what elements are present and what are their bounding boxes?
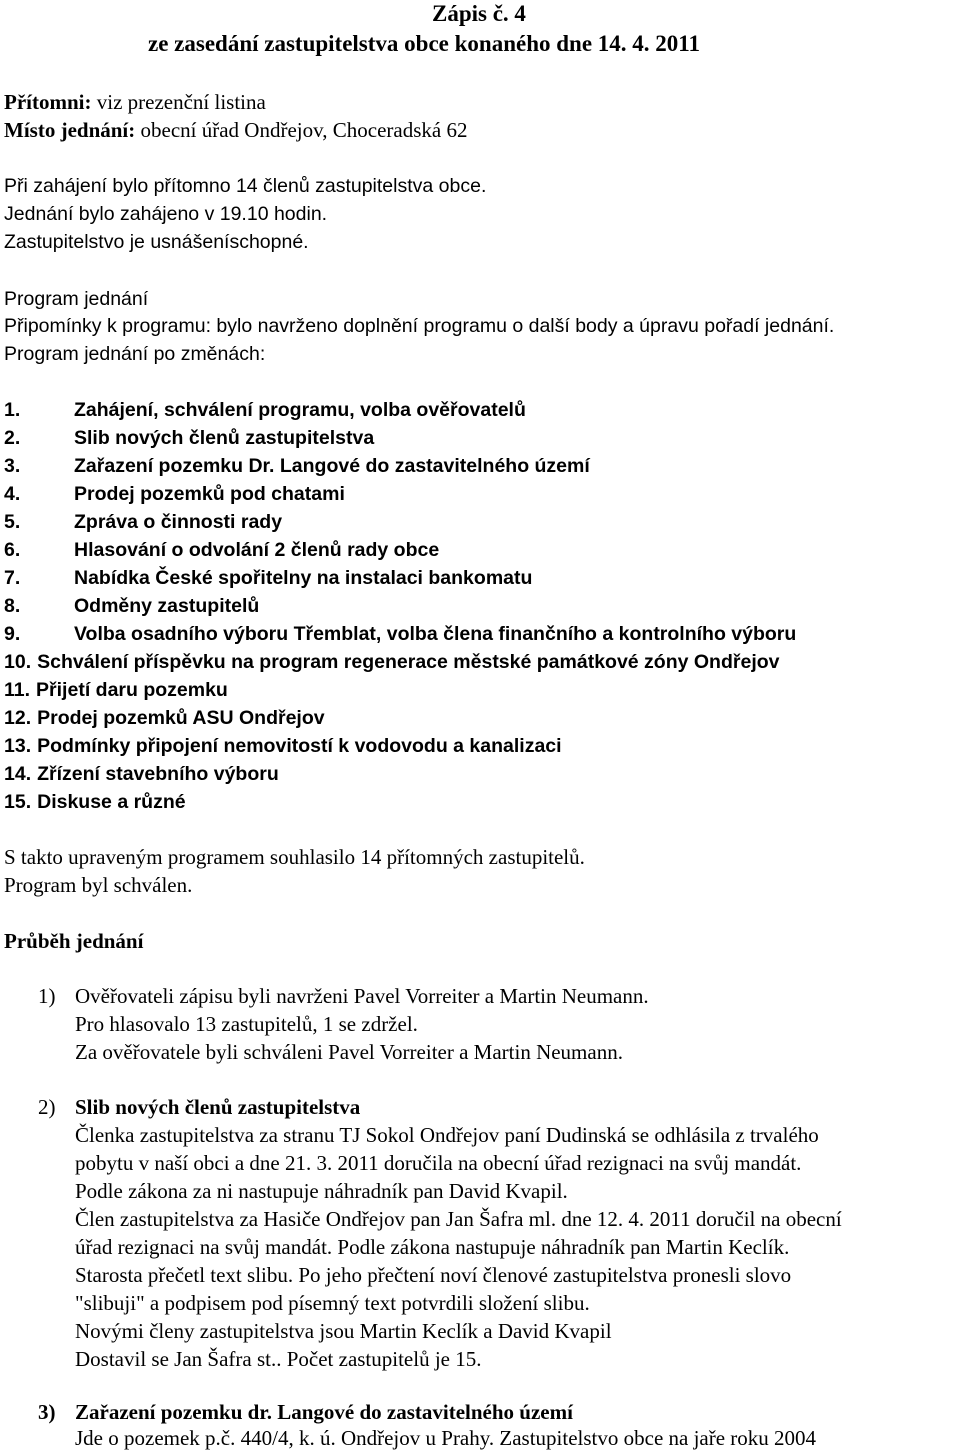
program-approval-line-2: Program byl schválen. xyxy=(4,873,193,897)
program-item-text: Nabídka České spořitelny na instalaci bankomatu xyxy=(74,567,533,589)
program-item-text: Schválení příspěvku na program regenerace městské památkové zóny Ondřejov xyxy=(37,651,780,673)
program-item-text: Slib nových členů zastupitelstva xyxy=(74,427,375,449)
program-item-number: 8. xyxy=(4,595,21,617)
program-item xyxy=(4,760,279,788)
step-2-text-line: úřad rezignaci na svůj mandát. Podle zákona nastupuje náhradník pan Martin Keclík. xyxy=(75,1235,790,1259)
place-value: obecní úřad Ondřejov, Choceradská 62 xyxy=(135,118,468,142)
program-item-text: Prodej pozemků pod chatami xyxy=(74,483,345,505)
program-item xyxy=(4,452,590,480)
program-item-text: Přijetí daru pozemku xyxy=(36,679,228,701)
program-item xyxy=(4,508,282,536)
opening-line-1: Při zahájení bylo přítomno 14 členů zastupitelstva obce. xyxy=(4,175,487,197)
program-item-text: Zřízení stavebního výboru xyxy=(37,763,279,785)
program-item-text: Podmínky připojení nemovitostí k vodovodu a kanalizaci xyxy=(37,735,562,757)
step-1 xyxy=(38,982,649,1010)
program-item xyxy=(4,732,562,760)
program-item-text: Prodej pozemků ASU Ondřejov xyxy=(37,707,325,729)
program-comments: Připomínky k programu: bylo navrženo doplnění programu o další body a úpravu pořadí jednání. xyxy=(4,315,835,337)
step-number: 2) xyxy=(38,1095,56,1119)
step-2-text-line: "slibuji" a podpisem pod písemný text potvrdili složení slibu. xyxy=(75,1291,590,1315)
program-item-number: 1. xyxy=(4,399,21,421)
step-2-heading: Slib nových členů zastupitelstva xyxy=(75,1095,361,1119)
program-item-number: 5. xyxy=(4,511,21,533)
program-item-number: 12. xyxy=(4,707,32,729)
program-item-number: 10. xyxy=(4,651,32,673)
step-3 xyxy=(38,1398,573,1426)
attendance-line xyxy=(4,88,266,116)
step-1-line-1: Ověřovateli zápisu byli navrženi Pavel Vorreiter a Martin Neumann. xyxy=(75,984,649,1008)
program-item xyxy=(4,396,526,424)
program-item xyxy=(4,788,186,816)
program-item-number: 9. xyxy=(4,623,21,645)
program-item xyxy=(4,480,345,508)
step-2-text-line: Podle zákona za ni nastupuje náhradník pan David Kvapil. xyxy=(75,1179,568,1203)
program-item-number: 14. xyxy=(4,763,32,785)
program-item xyxy=(4,592,259,620)
program-item-text: Zahájení, schválení programu, volba ověřovatelů xyxy=(74,399,526,421)
program-item xyxy=(4,676,228,704)
step-3-line-1: Jde o pozemek p.č. 440/4, k. ú. Ondřejov u Prahy. Zastupitelstvo obce na jaře roku 2004 xyxy=(75,1426,817,1450)
step-1-line-2: Pro hlasovalo 13 zastupitelů, 1 se zdržel. xyxy=(75,1012,418,1036)
program-item-text: Diskuse a různé xyxy=(37,791,186,813)
program-item-number: 15. xyxy=(4,791,32,813)
step-number: 3) xyxy=(38,1400,56,1424)
program-item-number: 4. xyxy=(4,483,21,505)
program-item xyxy=(4,704,325,732)
program-item xyxy=(4,564,532,592)
program-item xyxy=(4,536,439,564)
proceedings-heading: Průběh jednání xyxy=(4,929,144,953)
program-item-text: Odměny zastupitelů xyxy=(74,595,260,617)
program-item xyxy=(4,620,796,648)
program-after-changes: Program jednání po změnách: xyxy=(4,343,266,365)
step-2-text-line: pobytu v naší obci a dne 21. 3. 2011 doručila na obecní úřad rezignaci na svůj mandát. xyxy=(75,1151,802,1175)
attendance-label: Přítomni: xyxy=(4,90,92,114)
program-item-text: Hlasování o odvolání 2 členů rady obce xyxy=(74,539,440,561)
document-title: Zápis č. 4 xyxy=(432,1,526,26)
step-1-line-3: Za ověřovatele byli schváleni Pavel Vorreiter a Martin Neumann. xyxy=(75,1040,623,1064)
program-item xyxy=(4,648,780,676)
program-approval-line-1: S takto upraveným programem souhlasilo 14 přítomných zastupitelů. xyxy=(4,845,585,869)
step-2-text-line: Člen zastupitelstva za Hasiče Ondřejov pan Jan Šafra ml. dne 12. 4. 2011 doručil na obecní xyxy=(75,1207,842,1231)
opening-line-3: Zastupitelstvo je usnášeníschopné. xyxy=(4,231,309,253)
place-line xyxy=(4,116,467,144)
program-item-text: Volba osadního výboru Třemblat, volba člena finančního a kontrolního výboru xyxy=(74,623,797,645)
program-item-number: 6. xyxy=(4,539,21,561)
place-label: Místo jednání: xyxy=(4,118,136,142)
program-heading: Program jednání xyxy=(4,288,149,310)
step-3-heading: Zařazení pozemku dr. Langové do zastavitelného území xyxy=(75,1400,573,1424)
opening-line-2: Jednání bylo zahájeno v 19.10 hodin. xyxy=(4,203,328,225)
step-2-text-line: Novými členy zastupitelstva jsou Martin Keclík a David Kvapil xyxy=(75,1319,612,1343)
step-number: 1) xyxy=(38,984,56,1008)
program-item-text: Zařazení pozemku Dr. Langové do zastavitelného území xyxy=(74,455,590,477)
program-item-number: 13. xyxy=(4,735,32,757)
program-item-text: Zpráva o činnosti rady xyxy=(74,511,283,533)
program-item-number: 11. xyxy=(4,679,31,701)
program-item-number: 2. xyxy=(4,427,21,449)
step-2-text-line: Starosta přečetl text slibu. Po jeho přečtení noví členové zastupitelstva pronesli slovo xyxy=(75,1263,792,1287)
attendance-value: viz prezenční listina xyxy=(91,90,266,114)
step-2-text-line: Členka zastupitelstva za stranu TJ Sokol Ondřejov paní Dudinská se odhlásila z trvalého xyxy=(75,1123,819,1147)
step-2 xyxy=(38,1093,360,1121)
program-item-number: 3. xyxy=(4,455,21,477)
document-subtitle: ze zasedání zastupitelstva obce konaného dne 14. 4. 2011 xyxy=(148,31,701,56)
step-2-text-line: Dostavil se Jan Šafra st.. Počet zastupitelů je 15. xyxy=(75,1347,482,1371)
program-item-number: 7. xyxy=(4,567,21,589)
program-item xyxy=(4,424,374,452)
